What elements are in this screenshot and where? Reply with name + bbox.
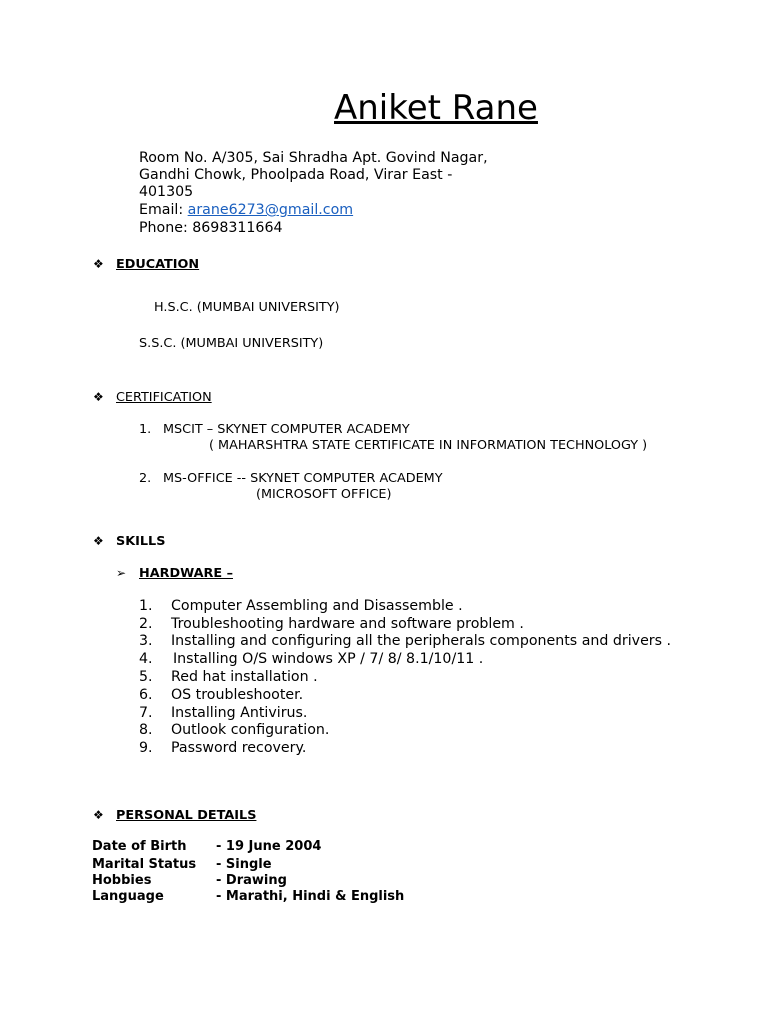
cert-1-subtitle: ( MAHARSHTRA STATE CERTIFICATE IN INFORMATION TECHNOLOGY ) <box>209 438 648 453</box>
address-line-2: Gandhi Chowk, Phoolpada Road, Virar East - <box>139 167 453 183</box>
skill-8-number: 8. <box>139 722 153 738</box>
email-label: Email: <box>139 202 188 218</box>
certification-heading: CERTIFICATION <box>116 390 212 405</box>
candidate-name: Aniket Rane <box>334 88 538 128</box>
education-item-hsc: H.S.C. (MUMBAI UNIVERSITY) <box>154 300 340 315</box>
personal-label-marital: Marital Status <box>92 857 197 872</box>
skill-1-number: 1. <box>139 598 153 614</box>
cert-1-number: 1. <box>139 422 152 437</box>
email-line <box>139 202 353 220</box>
diamond-bullet-icon: ❖ <box>93 808 104 822</box>
skill-2-number: 2. <box>139 616 153 632</box>
education-heading: EDUCATION <box>116 257 200 272</box>
address-line-1: Room No. A/305, Sai Shradha Apt. Govind Nagar, <box>139 150 488 166</box>
address-line-3: 401305 <box>139 184 194 200</box>
skill-3-number: 3. <box>139 633 153 649</box>
skill-5-text: Red hat installation . <box>171 669 318 685</box>
email-link[interactable]: arane6273@gmail.com <box>187 202 354 218</box>
cert-2-subtitle: (MICROSOFT OFFICE) <box>256 487 392 502</box>
skill-6-text: OS troubleshooter. <box>171 687 304 703</box>
hardware-subheading: HARDWARE – <box>139 566 233 581</box>
diamond-bullet-icon: ❖ <box>93 257 104 271</box>
personal-value-marital: - Single <box>216 857 272 872</box>
skill-1-text: Computer Assembling and Disassemble . <box>171 598 463 614</box>
personal-label-language: Language <box>92 889 164 904</box>
skill-2-text: Troubleshooting hardware and software problem . <box>171 616 524 632</box>
education-item-ssc: S.S.C. (MUMBAI UNIVERSITY) <box>139 336 324 351</box>
skill-8-text: Outlook configuration. <box>171 722 330 738</box>
skill-6-number: 6. <box>139 687 153 703</box>
skills-heading: SKILLS <box>116 534 166 549</box>
skill-5-number: 5. <box>139 669 153 685</box>
arrow-bullet-icon: ➢ <box>116 566 127 580</box>
personal-label-dob: Date of Birth <box>92 839 187 854</box>
diamond-bullet-icon: ❖ <box>93 390 104 404</box>
personal-value-dob: - 19 June 2004 <box>216 839 322 854</box>
cert-2-number: 2. <box>139 471 152 486</box>
skill-4-number: 4. <box>139 651 153 667</box>
skill-3-text: Installing and configuring all the peripherals components and drivers . <box>171 633 672 649</box>
personal-label-hobbies: Hobbies <box>92 873 152 888</box>
personal-value-hobbies: - Drawing <box>216 873 287 888</box>
cert-1-title: MSCIT – SKYNET COMPUTER ACADEMY <box>163 422 410 437</box>
skill-9-number: 9. <box>139 740 153 756</box>
cert-2-title: MS-OFFICE -- SKYNET COMPUTER ACADEMY <box>163 471 443 486</box>
personal-details-heading: PERSONAL DETAILS <box>116 808 257 823</box>
phone-line: Phone: 8698311664 <box>139 220 283 236</box>
diamond-bullet-icon: ❖ <box>93 534 104 548</box>
skill-4-text: Installing O/S windows XP / 7/ 8/ 8.1/10/11 . <box>173 651 484 667</box>
personal-value-language: - Marathi, Hindi & English <box>216 889 405 904</box>
skill-9-text: Password recovery. <box>171 740 307 756</box>
skill-7-number: 7. <box>139 705 153 721</box>
skill-7-text: Installing Antivirus. <box>171 705 308 721</box>
